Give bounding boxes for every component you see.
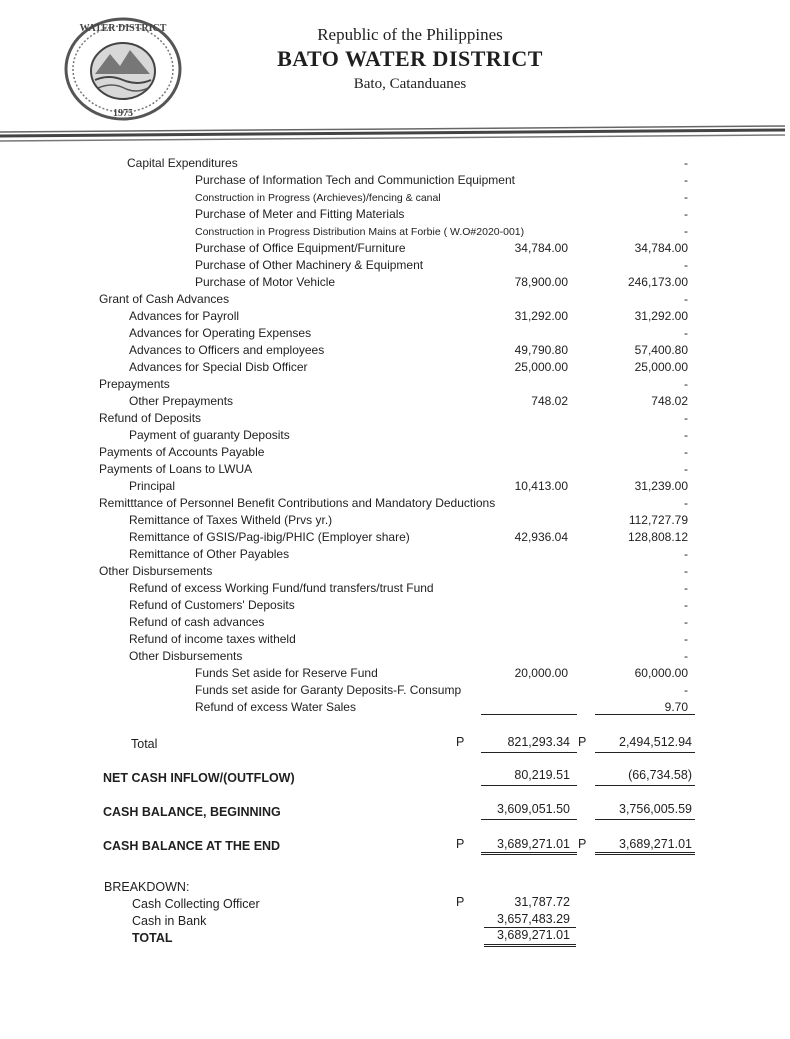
- line-item-label: Other Disbursements: [129, 649, 243, 663]
- breakdown-double-underline: [484, 944, 576, 947]
- line-item-label: Grant of Cash Advances: [99, 292, 230, 306]
- beginning-balance-label: CASH BALANCE, BEGINNING: [103, 805, 281, 819]
- net-underline-2: [595, 785, 695, 786]
- total-underline-2: [595, 752, 695, 753]
- line-item-label: Purchase of Other Machinery & Equipment: [195, 258, 424, 272]
- begin-underline-1: [481, 819, 577, 820]
- line-item-cumulative-amount: -: [684, 683, 688, 697]
- line-item-cumulative-amount: -: [684, 445, 688, 459]
- line-item-cumulative-amount: 34,784.00: [634, 241, 688, 255]
- line-item-current-amount: 20,000.00: [514, 666, 568, 680]
- line-item-current-amount: 25,000.00: [514, 360, 568, 374]
- line-item-current-amount: 49,790.80: [514, 343, 568, 357]
- col1-underline: [481, 714, 577, 715]
- line-item-cumulative-amount: 25,000.00: [634, 360, 688, 374]
- breakdown-item-value: 3,657,483.29: [497, 912, 570, 926]
- line-item-label: Refund of excess Working Fund/fund transfers/trust Fund: [129, 581, 434, 595]
- svg-text:1975: 1975: [113, 108, 133, 119]
- line-item-cumulative-amount: -: [684, 258, 688, 272]
- line-item-label: Prepayments: [99, 377, 170, 391]
- line-item-current-amount: 748.02: [531, 394, 568, 408]
- line-item-label: Advances to Officers and employees: [129, 343, 325, 357]
- line-item-label: Principal: [129, 479, 176, 493]
- line-item-label: Capital Expenditures: [127, 156, 238, 170]
- line-item-current-amount: 42,936.04: [514, 530, 568, 544]
- line-item-cumulative-amount: -: [684, 649, 688, 663]
- line-item-cumulative-amount: -: [684, 428, 688, 442]
- line-item-label: Construction in Progress (Archieves)/fencing & canal: [195, 192, 441, 204]
- line-item-label: Payments of Loans to LWUA: [99, 462, 253, 476]
- line-item-label: Purchase of Office Equipment/Furniture: [195, 241, 406, 255]
- line-item-label: Remittance of Taxes Witheld (Prvs yr.): [129, 513, 333, 527]
- line-item-label: Purchase of Meter and Fitting Materials: [195, 207, 405, 221]
- line-item-cumulative-amount: -: [684, 564, 688, 578]
- line-item-label: Advances for Operating Expenses: [129, 326, 312, 340]
- line-item-label: Remittance of Other Payables: [129, 547, 290, 561]
- breakdown-title: BREAKDOWN:: [104, 880, 190, 894]
- total-underline-1: [481, 752, 577, 753]
- line-item-cumulative-amount: 57,400.80: [634, 343, 688, 357]
- breakdown-total-label: TOTAL: [132, 931, 173, 945]
- line-item-label: Refund of Deposits: [99, 411, 202, 425]
- beginning-balance-value-1: 3,609,051.50: [497, 802, 570, 816]
- line-item-label: Remitttance of Personnel Benefit Contributions and Mandatory Deductions: [99, 496, 496, 510]
- line-item-cumulative-amount: 9.70: [664, 700, 688, 714]
- line-item-cumulative-amount: -: [684, 156, 688, 170]
- line-item-cumulative-amount: -: [684, 462, 688, 476]
- col2-underline: [595, 714, 695, 715]
- line-item-label: Purchase of Information Tech and Communiction Equipment: [195, 173, 515, 187]
- svg-text:WATER DISTRICT: WATER DISTRICT: [79, 23, 167, 34]
- line-item-label: Refund of Customers' Deposits: [129, 598, 295, 612]
- line-item-cumulative-amount: 60,000.00: [634, 666, 688, 680]
- line-item-cumulative-amount: -: [684, 224, 688, 238]
- line-item-label: Remittance of GSIS/Pag-ibig/PHIC (Employer share): [129, 530, 410, 544]
- line-item-current-amount: 78,900.00: [514, 275, 568, 289]
- begin-underline-2: [595, 819, 695, 820]
- breakdown-item-value: 31,787.72: [514, 895, 570, 909]
- ending-balance-value-1: 3,689,271.01: [497, 837, 570, 851]
- currency-symbol: P: [578, 735, 587, 749]
- line-item-cumulative-amount: -: [684, 632, 688, 646]
- line-item-cumulative-amount: -: [684, 190, 688, 204]
- ending-balance-label: CASH BALANCE AT THE END: [103, 839, 281, 853]
- line-item-cumulative-amount: -: [684, 326, 688, 340]
- line-item-cumulative-amount: -: [684, 496, 688, 510]
- line-item-cumulative-amount: 748.02: [651, 394, 688, 408]
- total-value-1: 821,293.34: [507, 735, 570, 749]
- line-item-label: Payment of guaranty Deposits: [129, 428, 290, 442]
- ending-balance-value-2: 3,689,271.01: [619, 837, 692, 851]
- line-item-label: Funds Set aside for Reserve Fund: [195, 666, 378, 680]
- line-item-cumulative-amount: -: [684, 581, 688, 595]
- total-value-2: 2,494,512.94: [619, 735, 692, 749]
- net-cash-label: NET CASH INFLOW/(OUTFLOW): [103, 771, 295, 785]
- line-item-label: Payments of Accounts Payable: [99, 445, 265, 459]
- district-name: BATO WATER DISTRICT: [277, 46, 543, 71]
- header-divider: [0, 124, 785, 146]
- line-item-current-amount: 31,292.00: [514, 309, 568, 323]
- line-item-label: Refund of excess Water Sales: [195, 700, 356, 714]
- line-item-label: Advances for Payroll: [129, 309, 240, 323]
- end-double-underline-1: [481, 852, 577, 855]
- line-item-cumulative-amount: 112,727.79: [628, 513, 688, 527]
- line-item-cumulative-amount: -: [684, 615, 688, 629]
- line-item-label: Refund of cash advances: [129, 615, 265, 629]
- total-label: Total: [131, 737, 158, 751]
- line-item-label: Refund of income taxes witheld: [129, 632, 296, 646]
- district-location: Bato, Catanduanes: [353, 76, 467, 92]
- line-item-current-amount: 10,413.00: [514, 479, 568, 493]
- line-item-cumulative-amount: -: [684, 173, 688, 187]
- breakdown-item-label: Cash Collecting Officer: [132, 897, 260, 911]
- end-double-underline-2: [595, 852, 695, 855]
- line-item-cumulative-amount: 31,292.00: [634, 309, 688, 323]
- line-item-current-amount: 34,784.00: [514, 241, 568, 255]
- line-item-cumulative-amount: -: [684, 207, 688, 221]
- beginning-balance-value-2: 3,756,005.59: [619, 802, 692, 816]
- line-item-cumulative-amount: 128,808.12: [627, 530, 688, 544]
- line-item-cumulative-amount: 31,239.00: [634, 479, 688, 493]
- district-seal-logo: [62, 16, 184, 122]
- net-cash-value-1: 80,219.51: [514, 768, 570, 782]
- line-item-label: Purchase of Motor Vehicle: [195, 275, 336, 289]
- line-item-cumulative-amount: -: [684, 598, 688, 612]
- net-cash-value-2: (66,734.58): [628, 768, 692, 782]
- currency-symbol: P: [456, 837, 465, 851]
- currency-symbol: P: [456, 895, 465, 909]
- republic-heading: Republic of the Philippines: [317, 25, 503, 44]
- currency-symbol: P: [456, 735, 465, 749]
- line-item-cumulative-amount: 246,173.00: [627, 275, 688, 289]
- line-item-cumulative-amount: -: [684, 411, 688, 425]
- line-item-label: Advances for Special Disb Officer: [129, 360, 308, 374]
- breakdown-item-label: Cash in Bank: [132, 914, 207, 928]
- breakdown-total-value: 3,689,271.01: [497, 928, 570, 942]
- line-item-cumulative-amount: -: [684, 292, 688, 306]
- net-underline-1: [481, 785, 577, 786]
- line-item-label: Other Prepayments: [129, 394, 234, 408]
- line-item-label: Other Disbursements: [99, 564, 213, 578]
- line-item-label: Funds set aside for Garanty Deposits-F. Consump: [195, 683, 462, 697]
- line-item-cumulative-amount: -: [684, 377, 688, 391]
- line-item-cumulative-amount: -: [684, 547, 688, 561]
- currency-symbol: P: [578, 837, 587, 851]
- line-item-label: Construction in Progress Distribution Mains at Forbie ( W.O#2020-001): [195, 226, 525, 238]
